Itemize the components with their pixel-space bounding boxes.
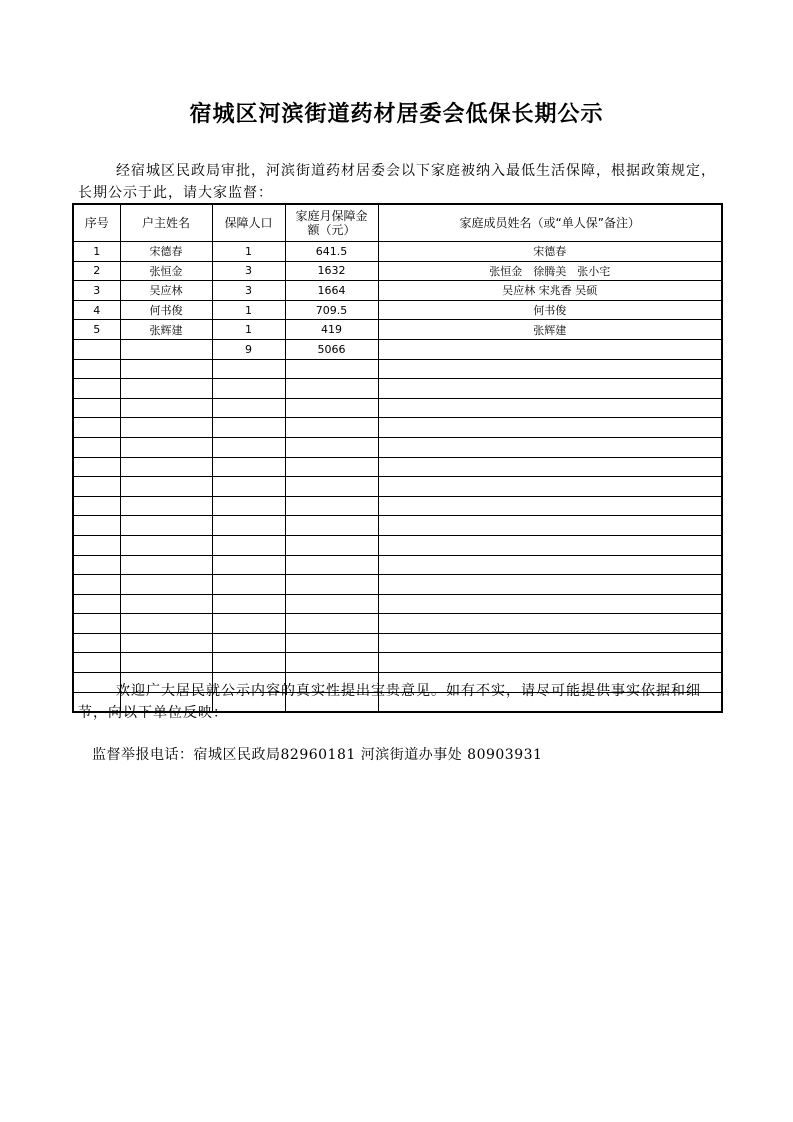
cell-householder [120, 535, 212, 555]
cell-members [378, 555, 722, 575]
cell-covered-persons [212, 359, 285, 379]
cell-monthly-amount [285, 653, 378, 673]
cell-monthly-amount [285, 496, 378, 516]
table-row [73, 281, 722, 301]
table-row [73, 653, 722, 673]
cell-members: 张恒金 徐腾美 张小宅 [378, 261, 722, 281]
table-row [73, 379, 722, 399]
cell-householder [120, 418, 212, 438]
table-row [73, 418, 722, 438]
closing-paragraph: 欢迎广大居民就公示内容的真实性提出宝贵意见。如有不实，请尽可能提供事实依据和细节，向以下单位反映： [78, 683, 701, 721]
subsidy-table [72, 203, 723, 713]
cell-householder [120, 477, 212, 497]
cell-members [378, 575, 722, 595]
cell-members: 宋德春 [378, 242, 722, 262]
table-row [73, 516, 722, 536]
cell-monthly-amount [285, 555, 378, 575]
cell-householder [120, 457, 212, 477]
cell-householder [120, 594, 212, 614]
cell-covered-persons [212, 516, 285, 536]
intro-paragraph: 经宿城区民政局审批，河滨街道药材居委会以下家庭被纳入最低生活保障，根据政策规定，长期公示于此，请大家监督： [78, 163, 716, 201]
table-row [73, 242, 722, 262]
cell-householder [120, 575, 212, 595]
cell-monthly-amount [285, 398, 378, 418]
cell-covered-persons: 1 [212, 242, 285, 262]
table-row [73, 496, 722, 516]
table-row [73, 594, 722, 614]
cell-members [378, 477, 722, 497]
cell-covered-persons: 1 [212, 300, 285, 320]
header-index: 序号 [73, 204, 120, 242]
cell-monthly-amount [285, 516, 378, 536]
cell-covered-persons: 1 [212, 320, 285, 340]
header-monthly-amount: 家庭月保障金额（元） [285, 204, 378, 242]
cell-monthly-amount: 1632 [285, 261, 378, 281]
cell-covered-persons [212, 555, 285, 575]
table-row [73, 555, 722, 575]
cell-monthly-amount [285, 437, 378, 457]
cell-monthly-amount [285, 614, 378, 634]
table-row [73, 398, 722, 418]
table-row [73, 320, 722, 340]
cell-monthly-amount: 5066 [285, 339, 378, 359]
cell-covered-persons [212, 633, 285, 653]
table-row [73, 575, 722, 595]
cell-monthly-amount [285, 477, 378, 497]
table-row [73, 339, 722, 359]
cell-members [378, 516, 722, 536]
cell-index [73, 457, 120, 477]
cell-members [378, 437, 722, 457]
cell-covered-persons [212, 653, 285, 673]
cell-householder [120, 398, 212, 418]
table-row [73, 359, 722, 379]
cell-householder: 何书俊 [120, 300, 212, 320]
table-row [73, 300, 722, 320]
cell-members [378, 457, 722, 477]
cell-index [73, 516, 120, 536]
cell-index [73, 359, 120, 379]
table-row [73, 261, 722, 281]
cell-householder [120, 496, 212, 516]
cell-covered-persons: 3 [212, 281, 285, 301]
cell-covered-persons [212, 575, 285, 595]
cell-members [378, 496, 722, 516]
cell-index: 3 [73, 281, 120, 301]
cell-monthly-amount [285, 575, 378, 595]
table-header-row [73, 204, 722, 242]
cell-covered-persons [212, 594, 285, 614]
cell-covered-persons [212, 614, 285, 634]
cell-index [73, 379, 120, 399]
cell-index [73, 594, 120, 614]
table-body [73, 242, 722, 713]
cell-householder: 吴应林 [120, 281, 212, 301]
cell-members [378, 653, 722, 673]
cell-covered-persons [212, 418, 285, 438]
header-covered-persons: 保障人口 [212, 204, 285, 242]
table-row [73, 633, 722, 653]
table-row [73, 477, 722, 497]
cell-covered-persons [212, 535, 285, 555]
cell-householder [120, 359, 212, 379]
cell-monthly-amount: 1664 [285, 281, 378, 301]
cell-covered-persons [212, 496, 285, 516]
cell-householder [120, 437, 212, 457]
cell-householder: 张辉建 [120, 320, 212, 340]
cell-householder: 张恒金 [120, 261, 212, 281]
cell-index: 4 [73, 300, 120, 320]
cell-monthly-amount [285, 535, 378, 555]
cell-members [378, 594, 722, 614]
cell-index [73, 418, 120, 438]
cell-householder [120, 555, 212, 575]
cell-members [378, 359, 722, 379]
cell-index [73, 339, 120, 359]
cell-members [378, 614, 722, 634]
cell-index [73, 653, 120, 673]
cell-covered-persons: 3 [212, 261, 285, 281]
cell-householder [120, 653, 212, 673]
cell-monthly-amount [285, 418, 378, 438]
cell-index [73, 496, 120, 516]
cell-monthly-amount: 641.5 [285, 242, 378, 262]
cell-index: 5 [73, 320, 120, 340]
cell-index [73, 477, 120, 497]
cell-monthly-amount: 709.5 [285, 300, 378, 320]
cell-householder [120, 614, 212, 634]
cell-members [378, 339, 722, 359]
page-title: 宿城区河滨街道药材居委会低保长期公示 [189, 101, 604, 127]
cell-covered-persons [212, 437, 285, 457]
cell-index [73, 437, 120, 457]
hotline-text: 监督举报电话：宿城区民政局82960181 河滨街道办事处 80903931 [92, 747, 543, 763]
cell-covered-persons: 9 [212, 339, 285, 359]
cell-monthly-amount [285, 359, 378, 379]
header-members: 家庭成员姓名（或“单人保”备注） [378, 204, 722, 242]
cell-householder: 宋德春 [120, 242, 212, 262]
cell-covered-persons [212, 379, 285, 399]
cell-members [378, 535, 722, 555]
cell-monthly-amount [285, 633, 378, 653]
cell-members: 何书俊 [378, 300, 722, 320]
cell-monthly-amount [285, 457, 378, 477]
cell-members [378, 418, 722, 438]
table-row [73, 437, 722, 457]
cell-householder [120, 516, 212, 536]
cell-covered-persons [212, 398, 285, 418]
cell-index: 2 [73, 261, 120, 281]
cell-index [73, 398, 120, 418]
table-row [73, 535, 722, 555]
cell-index [73, 633, 120, 653]
cell-householder [120, 339, 212, 359]
cell-index: 1 [73, 242, 120, 262]
cell-monthly-amount [285, 379, 378, 399]
header-householder: 户主姓名 [120, 204, 212, 242]
table-row [73, 614, 722, 634]
cell-members: 吴应林 宋兆香 吴硕 [378, 281, 722, 301]
cell-members: 张辉建 [378, 320, 722, 340]
cell-monthly-amount: 419 [285, 320, 378, 340]
cell-index [73, 535, 120, 555]
cell-monthly-amount [285, 594, 378, 614]
table-row [73, 457, 722, 477]
cell-index [73, 575, 120, 595]
cell-covered-persons [212, 457, 285, 477]
cell-members [378, 398, 722, 418]
cell-members [378, 379, 722, 399]
cell-householder [120, 379, 212, 399]
cell-covered-persons [212, 477, 285, 497]
cell-index [73, 555, 120, 575]
cell-index [73, 614, 120, 634]
cell-members [378, 633, 722, 653]
cell-householder [120, 633, 212, 653]
